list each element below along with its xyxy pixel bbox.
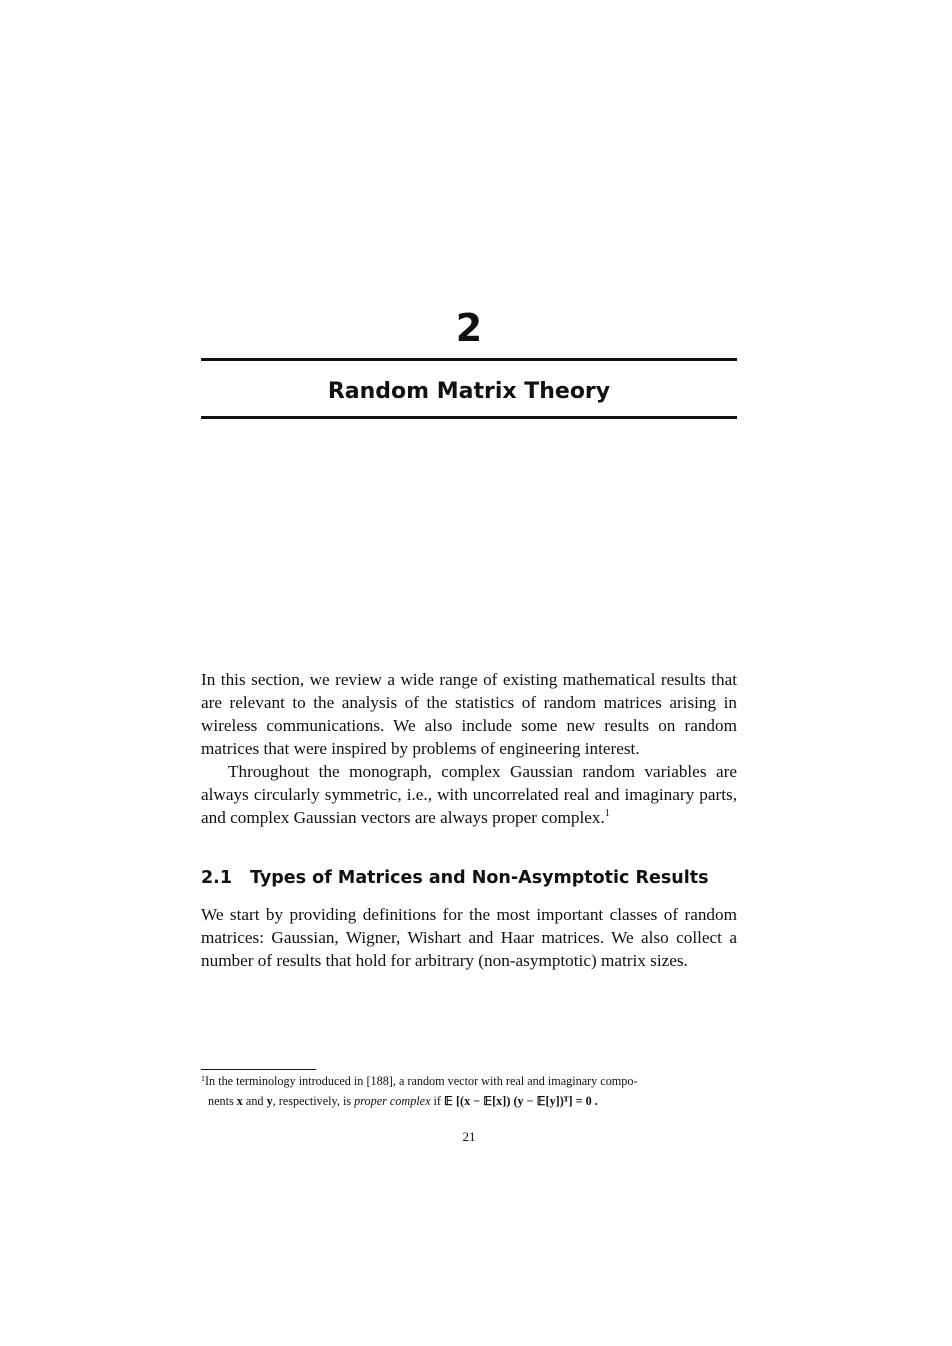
intro-paragraph-1: In this section, we review a wide range of existing mathematical results that are relevant to the analysis of the statistics of random matrices arising in wireless communications. We also include some new results on random matrices that were inspired by problems of engineering interest. — [201, 670, 737, 758]
footnote-var-y: y — [266, 1094, 273, 1108]
footnote-rule — [201, 1069, 316, 1070]
chapter-title: Random Matrix Theory — [327, 379, 611, 404]
section-text — [201, 903, 737, 972]
footnote-label: 1 — [201, 1074, 205, 1083]
footnote-formula: 𝔼 [(x − 𝔼[x]) (y − 𝔼[y])ᵀ] = 0 . — [444, 1094, 598, 1108]
section-paragraph: We start by providing definitions for the most important classes of random matrices: Gaussian, Wigner, Wishart and Haar matrices. We also collect a number of results that hold for arbitrary (non-asymptotic) matrix sizes. — [201, 905, 737, 970]
intro-text — [201, 668, 737, 829]
section-title: Types of Matrices and Non-Asymptotic Results — [250, 868, 709, 888]
footnote — [201, 1071, 737, 1111]
footnote-line-1: In the terminology introduced in [188], a random vector with real and imaginary compo- — [205, 1074, 638, 1088]
footnote-text: nents — [208, 1094, 234, 1108]
intro-paragraph-2-text: Throughout the monograph, complex Gaussian random variables are always circularly symmetric, i.e., with uncorrelated real and imaginary parts, and complex Gaussian vectors are always proper complex. — [201, 762, 737, 827]
chapter-number: 2 — [455, 306, 483, 350]
footnote-reference[interactable]: 1 — [604, 808, 610, 819]
footnote-line-2 — [201, 1091, 737, 1111]
chapter-title-top-rule — [201, 358, 737, 361]
footnote-term: proper complex — [354, 1094, 431, 1108]
chapter-title-bottom-rule — [201, 416, 737, 419]
footnote-var-x: x — [236, 1094, 243, 1108]
footnote-text: if — [433, 1094, 441, 1108]
section-number: 2.1 — [201, 868, 233, 888]
page-number: 21 — [462, 1129, 476, 1144]
footnote-text: and — [245, 1094, 264, 1108]
intro-paragraph-2 — [201, 760, 737, 829]
section-heading — [201, 865, 737, 891]
footnote-text: , respectively, is — [272, 1094, 352, 1108]
